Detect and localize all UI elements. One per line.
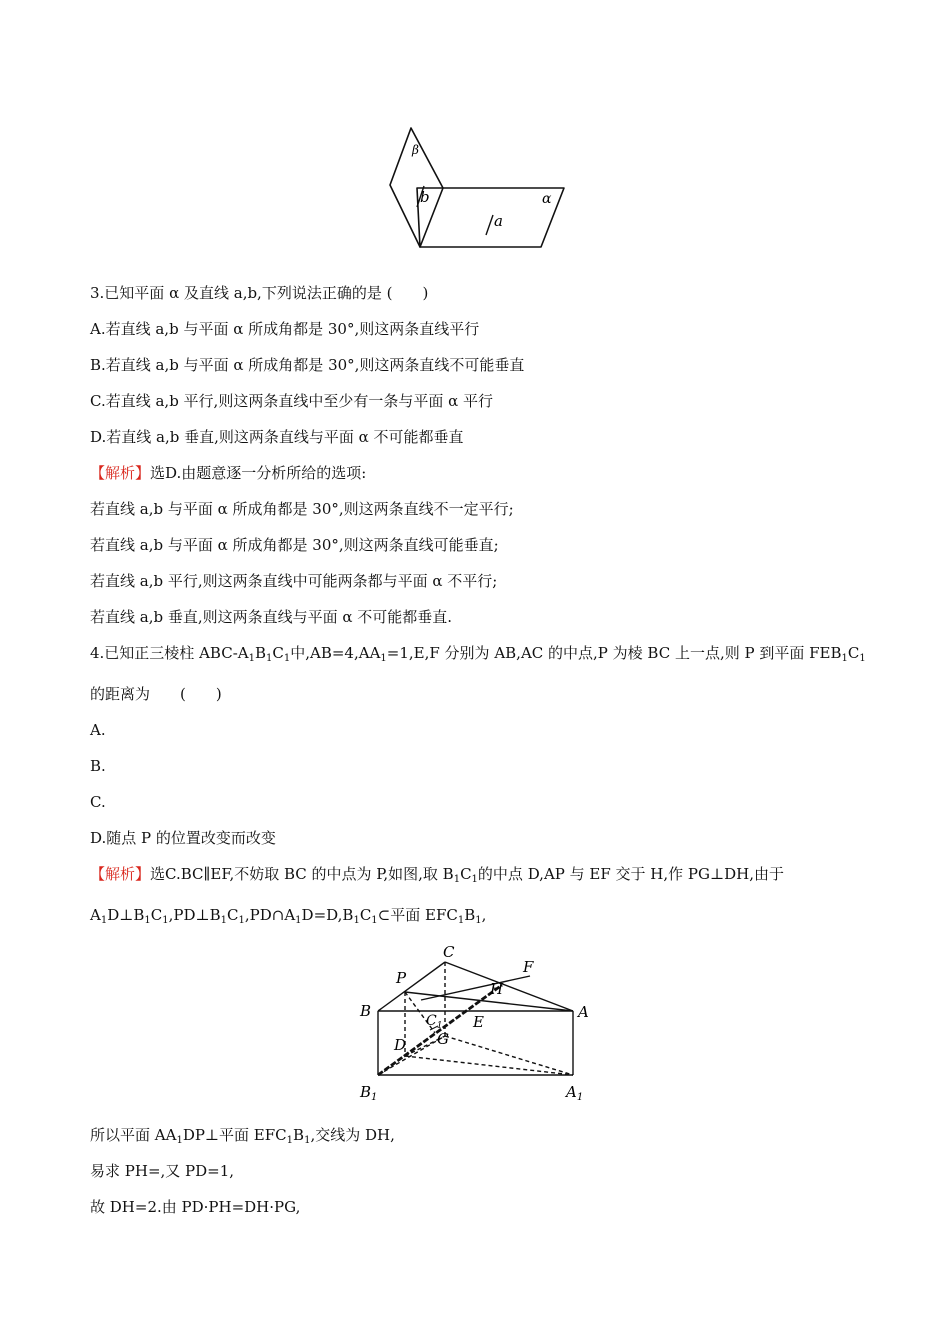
q4-result-line-1 (90, 1125, 395, 1145)
q3-option-c: C.若直线 a,b 平行,则这两条直线中至少有一条与平面 α 平行 (90, 392, 493, 410)
q4-option-d: D.随点 P 的位置改变而改变 (90, 829, 276, 847)
q4-solution-part: ,PD∩A (244, 906, 296, 924)
subscript: 1 (286, 1135, 294, 1146)
q3-solution-line-4: 若直线 a,b 垂直,则这两条直线与平面 α 不可能都垂直. (90, 608, 453, 626)
subscript: 1 (471, 874, 478, 885)
q4-solution-line-2 (90, 905, 486, 925)
q3-solution-line-2: 若直线 a,b 与平面 α 所成角都是 30°,则这两条直线可能垂直; (90, 536, 499, 554)
q4-solution-part: A (90, 906, 101, 924)
subscript: 1 (353, 915, 360, 926)
q3-solution-head (90, 463, 366, 483)
subscript: 1 (295, 915, 302, 926)
label-D: D (394, 1036, 407, 1054)
q4-stem-part: C (847, 644, 860, 662)
q4-option-b: B. (90, 757, 106, 775)
q4-result-part: ,交线为 DH, (310, 1126, 395, 1144)
q4-result-line-2: 易求 PH=,又 PD=1, (90, 1162, 235, 1180)
figure-planes (380, 120, 580, 255)
q4-stem (90, 643, 866, 663)
q4-stem-part: =1,E,F 分别为 AB,AC 的中点,P 为棱 BC 上一点,则 P 到平面 FEB (386, 644, 842, 662)
q3-solution-line-1: 若直线 a,b 与平面 α 所成角都是 30°,则这两条直线不一定平行; (90, 500, 514, 518)
label-beta: β (412, 143, 419, 157)
line-a (486, 215, 493, 235)
subscript: 1 (283, 653, 291, 664)
label-F: F (523, 958, 534, 976)
q4-solution-part: B (464, 906, 476, 924)
label-C: C (443, 943, 455, 961)
q3-option-a: A.若直线 a,b 与平面 α 所成角都是 30°,则这两条直线平行 (90, 320, 480, 338)
solution-tag: 【解析】 (90, 464, 151, 482)
subscript: 1 (238, 915, 245, 926)
subscript: 1 (453, 874, 461, 885)
subscript: 1 (266, 653, 273, 664)
q4-stem-part: B (254, 644, 266, 662)
q4-stem-part: 中,AB=4,AA (290, 644, 381, 662)
q4-solution-part: , (481, 906, 487, 924)
subscript: 1 (841, 653, 848, 664)
subscript: 1 (380, 653, 387, 664)
figure-prism (350, 938, 600, 1103)
q3-answer: 选D.由题意逐一分析所给的选项: (150, 464, 367, 482)
subscript: 1 (859, 653, 866, 664)
subscript: 1 (100, 915, 108, 926)
q4-result-part: 所以平面 AA (90, 1126, 177, 1144)
label-P: P (396, 969, 407, 987)
q3-option-b: B.若直线 a,b 与平面 α 所成角都是 30°,则这两条直线不可能垂直 (90, 356, 525, 374)
q4-solution-part: ,PD⊥B (168, 906, 221, 924)
subscript: 1 (457, 915, 465, 926)
solution-tag: 【解析】 (90, 865, 151, 883)
label-a: a (494, 212, 503, 230)
q4-solution-part: ⊂平面 EFC (377, 906, 458, 924)
q4-solution-part: C (150, 906, 163, 924)
label-b: b (420, 188, 430, 206)
q3-stem: 3.已知平面 α 及直线 a,b,下列说法正确的是 ( ) (90, 284, 429, 302)
q4-solution-part: D=D,B (301, 906, 354, 924)
q4-result-part: DP⊥平面 EFC (182, 1126, 287, 1144)
subscript: 1 (162, 915, 169, 926)
subscript: 1 (220, 915, 228, 926)
q4-solution-part: C (359, 906, 372, 924)
q4-stem-part: 4.已知正三棱柱 ABC-A (90, 644, 249, 662)
subscript: 1 (304, 1135, 311, 1146)
subscript: 1 (176, 1135, 183, 1146)
q4-result-line-3: 故 DH=2.由 PD·PH=DH·PG, (90, 1198, 301, 1216)
subscript: 1 (475, 915, 482, 926)
label-H: H (490, 980, 504, 998)
label-A1: $A_1$ (566, 1083, 584, 1103)
q4-option-c: C. (90, 793, 106, 811)
q4-solution-head (90, 864, 784, 884)
subscript: 1 (144, 915, 151, 926)
q4-option-a: A. (90, 721, 106, 739)
label-G: G (437, 1030, 449, 1048)
label-B: B (360, 1002, 372, 1020)
q4-solution-part: C (460, 865, 472, 883)
subscript: 1 (371, 915, 378, 926)
label-B1: $B_1$ (360, 1083, 378, 1103)
q4-solution-part: D⊥B (107, 906, 145, 924)
subscript: 1 (248, 653, 255, 664)
label-alpha: α (542, 191, 552, 207)
label-E: E (473, 1013, 484, 1031)
q3-option-d: D.若直线 a,b 垂直,则这两条直线与平面 α 不可能都垂直 (90, 428, 464, 446)
q3-solution-line-3: 若直线 a,b 平行,则这两条直线中可能两条都与平面 α 不平行; (90, 572, 498, 590)
q4-solution-part: C (227, 906, 239, 924)
q4-solution-part: 的中点 D,AP 与 EF 交于 H,作 PG⊥DH,由于 (477, 865, 784, 883)
q4-stem-line-2: 的距离为 ( ) (90, 685, 222, 703)
label-A: A (578, 1003, 589, 1021)
label-C1: $C_1$ (426, 1013, 443, 1031)
q4-stem-part: C (272, 644, 284, 662)
q4-solution-part: 选C.BC∥EF,不妨取 BC 的中点为 P,如图,取 B (150, 865, 454, 883)
q4-result-part: B (293, 1126, 305, 1144)
